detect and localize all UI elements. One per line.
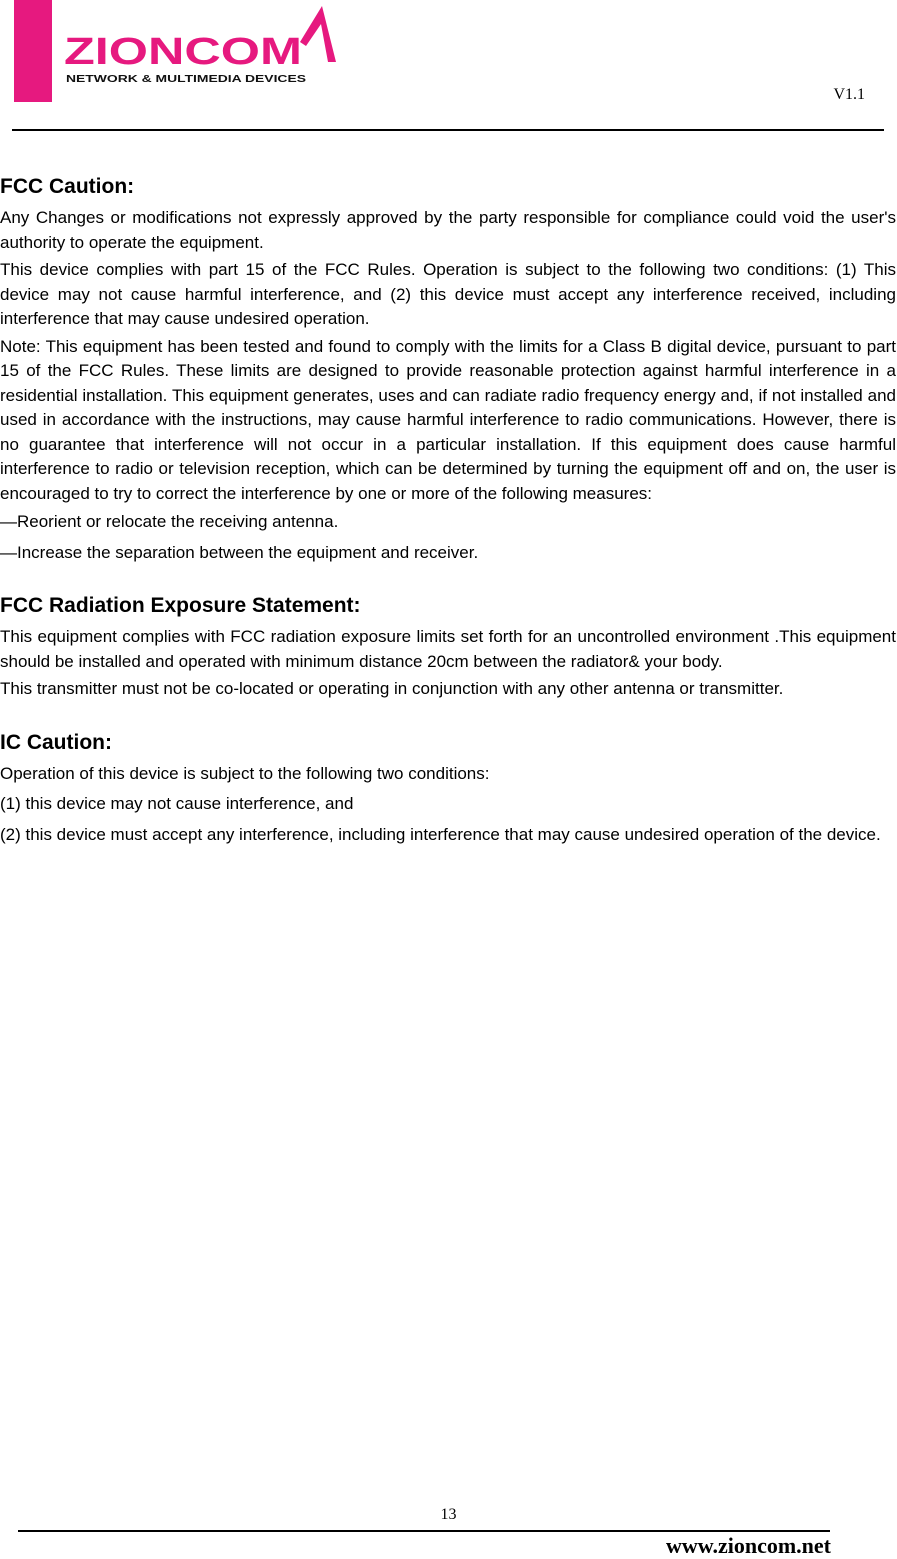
ic-caution-heading: IC Caution:	[0, 730, 112, 754]
logo-tagline: NETWORK & MULTIMEDIA DEVICES	[66, 74, 307, 85]
radiation-statement-paragraph: This transmitter must not be co-located or operating in conjunction with any other antenna or transmitter.	[0, 679, 784, 698]
fcc-caution-paragraph: Note: This equipment has been tested and found to comply with the limits for a Class B digital device, pursuant to part 15 of the FCC Rules. These limits are designed to provide reasonable protection against harmful interference in a residential installation. This equipment generates, uses and can radiate radio frequency energy and, if not installed and used in accordance with the instructions, may cause harmful interference to radio communications. However, there is no guarantee that interference will not occur in a particular installation. If this equipment does cause harmful interference to radio or television reception, which can be determined by turning the equipment off and on, the user is encouraged to try to correct the interference by one or more of the following measures:	[0, 336, 896, 503]
fcc-measure-item: —Reorient or relocate the receiving antenna.	[0, 512, 339, 531]
radiation-statement-paragraph: This equipment complies with FCC radiation exposure limits set forth for an uncontrolled environment .This equipment should be installed and operated with minimum distance 20cm between the radiator& your body.	[0, 627, 896, 671]
fcc-caution-section	[0, 172, 896, 565]
ic-caution-section	[0, 728, 896, 848]
header-divider	[12, 129, 884, 131]
ic-caution-intro: Operation of this device is subject to the following two conditions:	[0, 763, 490, 783]
fcc-measure-item: —Increase the separation between the equipment and receiver.	[0, 542, 479, 562]
page-number: 13	[440, 1506, 457, 1523]
ic-condition-item: (1) this device may not cause interference, and	[0, 794, 354, 813]
document-body	[0, 172, 896, 847]
fcc-caution-paragraph: This device complies with part 15 of the FCC Rules. Operation is subject to the following two conditions: (1) This device may not cause harmful interference, and (2) this device must accept any interference received, including interference that may cause undesired operation.	[0, 260, 896, 328]
document-version: V1.1	[833, 86, 865, 103]
logo-wordmark: ZIONCOM	[64, 31, 302, 73]
fcc-caution-heading: FCC Caution:	[0, 175, 135, 198]
page-header	[0, 0, 897, 140]
footer-website: www.zioncom.net	[666, 1533, 831, 1558]
logo-accent-bar	[14, 0, 52, 102]
fcc-caution-paragraph: Any Changes or modifications not expressly approved by the party responsible for compliance could void the user's authority to operate the equipment.	[0, 208, 896, 252]
radiation-statement-heading: FCC Radiation Exposure Statement:	[0, 594, 361, 617]
ic-condition-item: (2) this device must accept any interference, including interference that may cause undesired operation of the device.	[0, 824, 881, 844]
zioncom-logo	[60, 2, 340, 92]
footer-divider	[18, 1530, 830, 1532]
radiation-statement-section	[0, 591, 896, 702]
